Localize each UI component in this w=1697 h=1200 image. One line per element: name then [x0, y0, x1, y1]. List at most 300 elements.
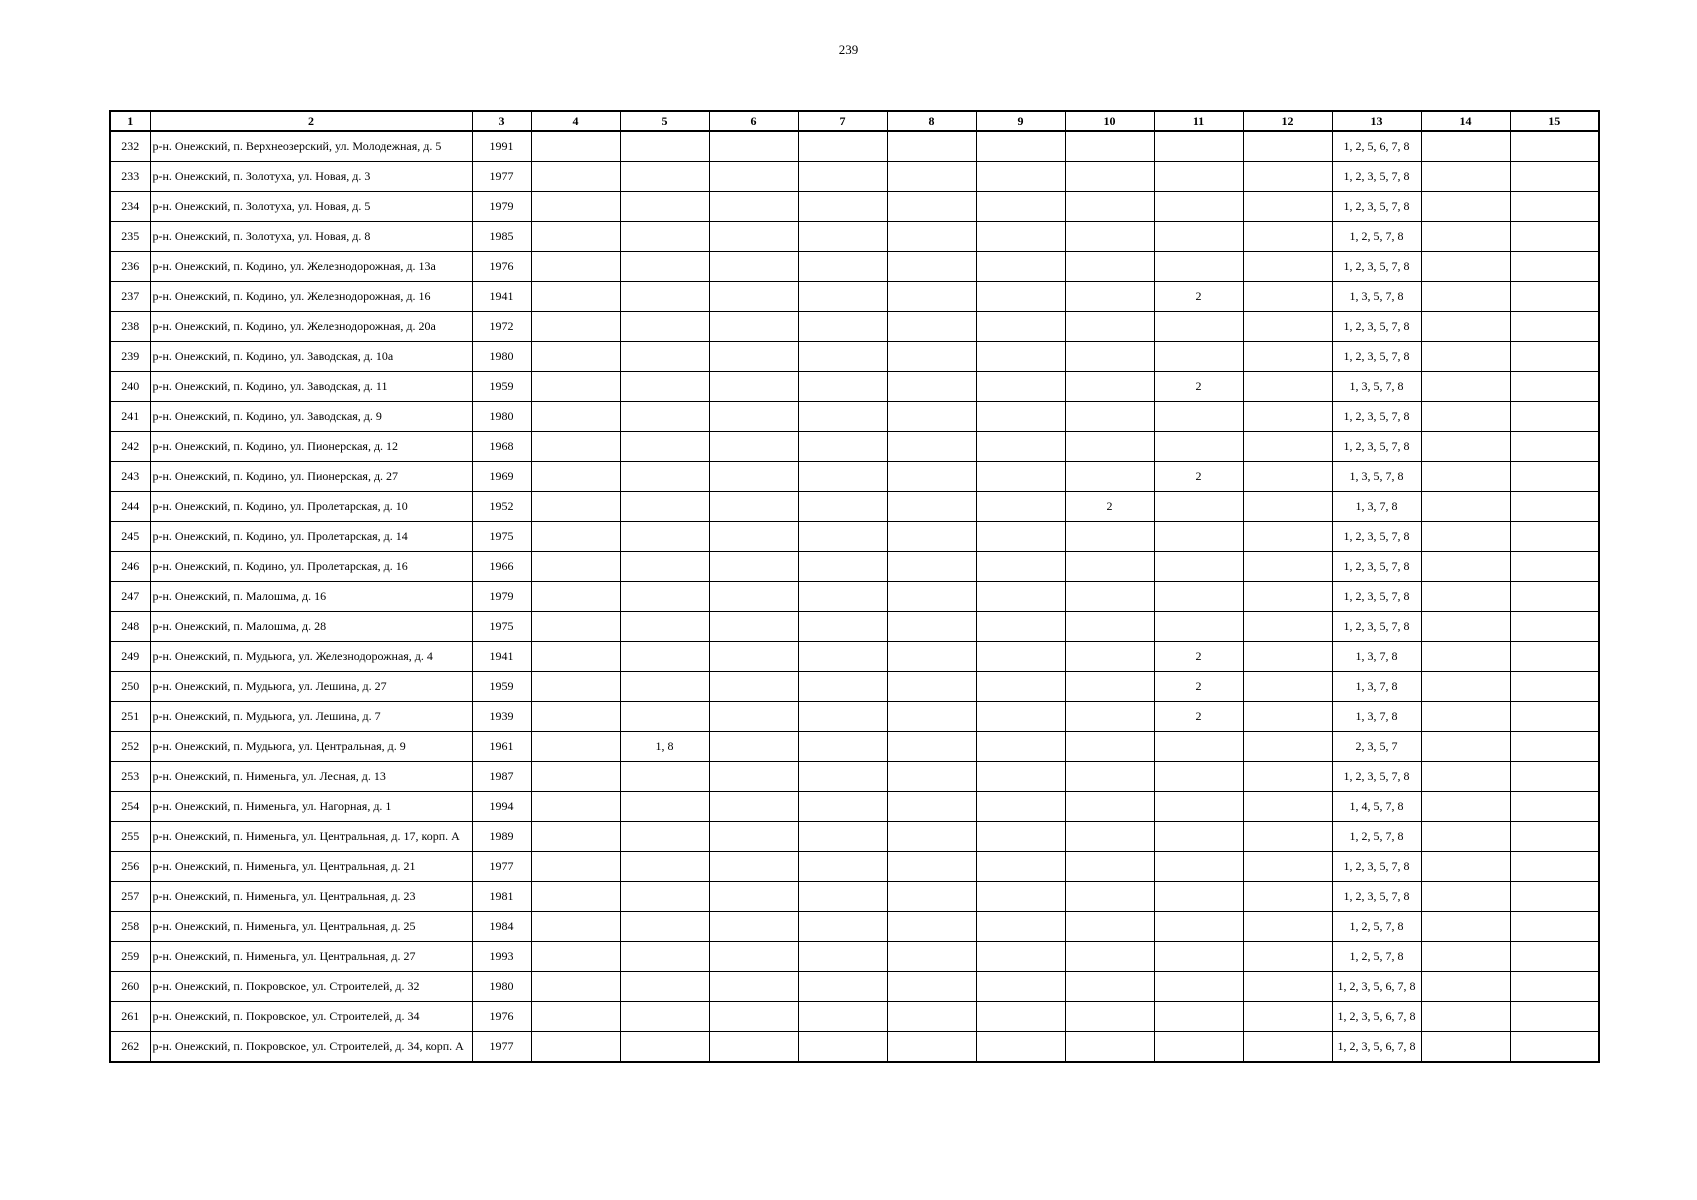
table-cell [887, 462, 976, 492]
table-cell [887, 342, 976, 372]
table-cell [1243, 402, 1332, 432]
table-cell [798, 372, 887, 402]
table-cell [531, 822, 620, 852]
table-cell [620, 432, 709, 462]
table-cell [1243, 522, 1332, 552]
address-cell: р-н. Онежский, п. Золотуха, ул. Новая, д. 8 [150, 222, 472, 252]
table-cell [887, 912, 976, 942]
table-cell [1421, 312, 1510, 342]
table-cell [798, 642, 887, 672]
table-cell [887, 732, 976, 762]
table-cell [709, 432, 798, 462]
table-cell [1243, 1002, 1332, 1032]
table-cell [1421, 282, 1510, 312]
table-cell: 1, 3, 5, 7, 8 [1332, 372, 1421, 402]
row-number-cell: 241 [110, 402, 150, 432]
table-cell [531, 612, 620, 642]
table-cell [798, 312, 887, 342]
address-cell: р-н. Онежский, п. Покровское, ул. Строителей, д. 34, корп. А [150, 1032, 472, 1063]
table-cell [1510, 312, 1599, 342]
table-cell [1154, 912, 1243, 942]
table-cell [1065, 912, 1154, 942]
table-cell [1243, 732, 1332, 762]
table-cell [887, 1032, 976, 1063]
table-body [110, 131, 1599, 1062]
table-cell [976, 162, 1065, 192]
table-cell [620, 372, 709, 402]
row-number-cell: 251 [110, 702, 150, 732]
table-cell [531, 252, 620, 282]
table-row [110, 342, 1599, 372]
table-cell [709, 522, 798, 552]
table-cell [1065, 702, 1154, 732]
table-cell [620, 672, 709, 702]
row-number-cell: 248 [110, 612, 150, 642]
table-cell [1421, 492, 1510, 522]
row-number-cell: 261 [110, 1002, 150, 1032]
table-cell [709, 402, 798, 432]
table-cell [531, 912, 620, 942]
table-row [110, 1032, 1599, 1063]
table-cell [1510, 762, 1599, 792]
table-cell [1065, 1002, 1154, 1032]
table-cell [1510, 552, 1599, 582]
address-cell: р-н. Онежский, п. Кодино, ул. Пролетарская, д. 14 [150, 522, 472, 552]
table-cell [620, 852, 709, 882]
table-cell [1065, 432, 1154, 462]
table-cell [1421, 822, 1510, 852]
address-cell: р-н. Онежский, п. Нименьга, ул. Центральная, д. 17, корп. А [150, 822, 472, 852]
table-cell [798, 972, 887, 1002]
table-cell [1065, 942, 1154, 972]
table-row [110, 432, 1599, 462]
table-cell [531, 492, 620, 522]
table-cell [1421, 642, 1510, 672]
table-cell: 2 [1154, 282, 1243, 312]
table-cell [531, 432, 620, 462]
table-cell [798, 792, 887, 822]
table-cell [1421, 762, 1510, 792]
table-cell [976, 912, 1065, 942]
table-cell [1243, 222, 1332, 252]
table-cell [1421, 222, 1510, 252]
address-cell: р-н. Онежский, п. Нименьга, ул. Центральная, д. 23 [150, 882, 472, 912]
table-cell [976, 342, 1065, 372]
table-cell: 1, 2, 3, 5, 7, 8 [1332, 192, 1421, 222]
table-cell [709, 732, 798, 762]
row-number-cell: 245 [110, 522, 150, 552]
table-cell [709, 702, 798, 732]
year-cell: 1941 [472, 282, 531, 312]
table-cell [1421, 162, 1510, 192]
table-cell [798, 672, 887, 702]
year-cell: 1994 [472, 792, 531, 822]
table-cell [887, 131, 976, 162]
table-cell [887, 942, 976, 972]
column-header-15: 15 [1510, 111, 1599, 131]
table-row [110, 942, 1599, 972]
table-cell [976, 192, 1065, 222]
table-cell [1510, 912, 1599, 942]
address-cell: р-н. Онежский, п. Кодино, ул. Пролетарская, д. 16 [150, 552, 472, 582]
table-cell: 1, 3, 5, 7, 8 [1332, 282, 1421, 312]
table-cell [887, 372, 976, 402]
table-cell [1243, 882, 1332, 912]
table-cell [1421, 192, 1510, 222]
table-cell [976, 642, 1065, 672]
address-cell: р-н. Онежский, п. Мудьюга, ул. Железнодорожная, д. 4 [150, 642, 472, 672]
table-cell [798, 882, 887, 912]
table-cell [1421, 462, 1510, 492]
table-cell [531, 732, 620, 762]
table-cell [531, 852, 620, 882]
table-cell [798, 942, 887, 972]
table-cell [1510, 792, 1599, 822]
table-cell [887, 252, 976, 282]
table-cell [1065, 282, 1154, 312]
table-cell [531, 942, 620, 972]
table-cell [976, 582, 1065, 612]
address-cell: р-н. Онежский, п. Кодино, ул. Заводская, д. 11 [150, 372, 472, 402]
table-cell [709, 372, 798, 402]
table-cell [1510, 1002, 1599, 1032]
table-cell [709, 192, 798, 222]
table-cell: 1, 2, 3, 5, 7, 8 [1332, 432, 1421, 462]
table-cell [976, 312, 1065, 342]
table-cell [798, 252, 887, 282]
table-row [110, 492, 1599, 522]
column-header-7: 7 [798, 111, 887, 131]
table-cell: 1, 2, 3, 5, 6, 7, 8 [1332, 972, 1421, 1002]
table-cell [1243, 131, 1332, 162]
table-cell [1065, 642, 1154, 672]
table-cell [709, 852, 798, 882]
table-cell [1510, 462, 1599, 492]
table-cell [1421, 342, 1510, 372]
table-cell [531, 131, 620, 162]
table-cell [1421, 372, 1510, 402]
table-cell [976, 462, 1065, 492]
table-cell [1065, 131, 1154, 162]
row-number-cell: 236 [110, 252, 150, 282]
table-cell [887, 762, 976, 792]
table-cell: 1, 2, 3, 5, 7, 8 [1332, 882, 1421, 912]
table-cell: 2 [1154, 372, 1243, 402]
table-cell [1065, 312, 1154, 342]
table-cell [620, 222, 709, 252]
table-row [110, 282, 1599, 312]
table-cell: 1, 2, 3, 5, 7, 8 [1332, 402, 1421, 432]
table-cell [887, 312, 976, 342]
table-cell [1154, 131, 1243, 162]
table-cell [798, 552, 887, 582]
table-cell [1065, 822, 1154, 852]
table-cell [620, 582, 709, 612]
table-row [110, 972, 1599, 1002]
table-cell [1510, 732, 1599, 762]
row-number-cell: 253 [110, 762, 150, 792]
table-cell: 2 [1154, 672, 1243, 702]
table-cell [1065, 852, 1154, 882]
table-cell [887, 702, 976, 732]
header-row [110, 111, 1599, 131]
table-cell [1421, 1032, 1510, 1063]
table-cell [1154, 222, 1243, 252]
year-cell: 1989 [472, 822, 531, 852]
table-cell [1510, 342, 1599, 372]
address-cell: р-н. Онежский, п. Покровское, ул. Строителей, д. 32 [150, 972, 472, 1002]
page-number: 239 [838, 42, 859, 57]
table-cell [1421, 672, 1510, 702]
address-cell: р-н. Онежский, п. Кодино, ул. Железнодорожная, д. 16 [150, 282, 472, 312]
row-number-cell: 243 [110, 462, 150, 492]
table-cell [976, 1032, 1065, 1063]
table-cell [887, 852, 976, 882]
address-cell: р-н. Онежский, п. Нименьга, ул. Центральная, д. 21 [150, 852, 472, 882]
year-cell: 1959 [472, 672, 531, 702]
table-cell [976, 372, 1065, 402]
table-cell [1243, 342, 1332, 372]
row-number-cell: 256 [110, 852, 150, 882]
table-cell [887, 642, 976, 672]
table-cell [976, 252, 1065, 282]
table-cell: 2 [1154, 462, 1243, 492]
table-cell [1154, 942, 1243, 972]
address-cell: р-н. Онежский, п. Золотуха, ул. Новая, д. 3 [150, 162, 472, 192]
table-cell [1421, 432, 1510, 462]
table-cell [1154, 342, 1243, 372]
table-cell [1065, 192, 1154, 222]
table-cell [620, 252, 709, 282]
row-number-cell: 240 [110, 372, 150, 402]
year-cell: 1984 [472, 912, 531, 942]
table-cell [1243, 432, 1332, 462]
table-cell [1510, 492, 1599, 522]
table-cell [887, 612, 976, 642]
table-cell [976, 792, 1065, 822]
table-cell [709, 552, 798, 582]
table-cell [887, 222, 976, 252]
table-cell: 1, 2, 5, 7, 8 [1332, 222, 1421, 252]
table-cell: 1, 3, 5, 7, 8 [1332, 462, 1421, 492]
table-cell: 1, 2, 3, 5, 6, 7, 8 [1332, 1032, 1421, 1063]
table-row [110, 312, 1599, 342]
table-cell [1243, 192, 1332, 222]
table-cell [887, 792, 976, 822]
table-cell [531, 162, 620, 192]
row-number-cell: 237 [110, 282, 150, 312]
row-number-cell: 257 [110, 882, 150, 912]
table-cell [709, 792, 798, 822]
table-cell [709, 462, 798, 492]
year-cell: 1977 [472, 162, 531, 192]
table-cell: 1, 2, 3, 5, 7, 8 [1332, 552, 1421, 582]
table-cell [1243, 492, 1332, 522]
table-row [110, 252, 1599, 282]
table-cell [1065, 672, 1154, 702]
table-cell [976, 942, 1065, 972]
table-cell [976, 702, 1065, 732]
table-row [110, 582, 1599, 612]
table-cell [887, 282, 976, 312]
table-cell [798, 852, 887, 882]
row-number-cell: 233 [110, 162, 150, 192]
table-cell [531, 372, 620, 402]
table-cell [1243, 312, 1332, 342]
table-cell [1154, 522, 1243, 552]
row-number-cell: 259 [110, 942, 150, 972]
year-cell: 1979 [472, 582, 531, 612]
table-cell [1510, 131, 1599, 162]
year-cell: 1968 [472, 432, 531, 462]
table-cell [1154, 492, 1243, 522]
address-cell: р-н. Онежский, п. Кодино, ул. Пионерская, д. 12 [150, 432, 472, 462]
row-number-cell: 254 [110, 792, 150, 822]
table-cell [976, 131, 1065, 162]
table-cell [531, 882, 620, 912]
table-cell [620, 342, 709, 372]
table-cell [1154, 1032, 1243, 1063]
table-cell [1243, 252, 1332, 282]
year-cell: 1975 [472, 612, 531, 642]
table-cell [1421, 912, 1510, 942]
table-cell [709, 762, 798, 792]
table-cell [798, 522, 887, 552]
table-cell [1154, 192, 1243, 222]
table-row [110, 522, 1599, 552]
table-cell [798, 492, 887, 522]
table-cell [1421, 582, 1510, 612]
table-cell: 1, 2, 3, 5, 7, 8 [1332, 342, 1421, 372]
table-cell [620, 762, 709, 792]
column-header-3: 3 [472, 111, 531, 131]
table-cell [709, 342, 798, 372]
year-cell: 1980 [472, 972, 531, 1002]
table-cell [976, 1002, 1065, 1032]
table-cell [1243, 552, 1332, 582]
table-cell [887, 882, 976, 912]
table-cell [1421, 612, 1510, 642]
address-cell: р-н. Онежский, п. Верхнеозерский, ул. Молодежная, д. 5 [150, 131, 472, 162]
table-cell [798, 732, 887, 762]
table-cell [1510, 702, 1599, 732]
year-cell: 1961 [472, 732, 531, 762]
table-cell: 1, 2, 3, 5, 7, 8 [1332, 582, 1421, 612]
table-cell [1065, 522, 1154, 552]
table-row [110, 822, 1599, 852]
table-cell [531, 312, 620, 342]
table-cell [798, 282, 887, 312]
table-cell [620, 1002, 709, 1032]
table-cell [1421, 252, 1510, 282]
table-cell [798, 582, 887, 612]
table-cell [976, 762, 1065, 792]
address-cell: р-н. Онежский, п. Малошма, д. 16 [150, 582, 472, 612]
table-cell [798, 402, 887, 432]
row-number-cell: 250 [110, 672, 150, 702]
table-cell [1065, 762, 1154, 792]
table-cell [1510, 882, 1599, 912]
table-cell [709, 972, 798, 1002]
table-row [110, 462, 1599, 492]
table-cell [1065, 732, 1154, 762]
table-cell [1065, 162, 1154, 192]
table-cell [1243, 162, 1332, 192]
table-cell [709, 642, 798, 672]
table-cell [1243, 912, 1332, 942]
row-number-cell: 235 [110, 222, 150, 252]
table-cell [1510, 432, 1599, 462]
year-cell: 1980 [472, 342, 531, 372]
table-cell [709, 162, 798, 192]
row-number-cell: 242 [110, 432, 150, 462]
table-cell: 1, 8 [620, 732, 709, 762]
table-cell [798, 702, 887, 732]
table-cell [887, 582, 976, 612]
column-header-2: 2 [150, 111, 472, 131]
table-cell [1065, 582, 1154, 612]
table-row [110, 612, 1599, 642]
table-cell [620, 282, 709, 312]
year-cell: 1991 [472, 131, 531, 162]
row-number-cell: 232 [110, 131, 150, 162]
table-cell [976, 492, 1065, 522]
column-header-12: 12 [1243, 111, 1332, 131]
table-cell [1510, 252, 1599, 282]
table-cell [976, 882, 1065, 912]
table-cell [620, 942, 709, 972]
table-cell: 1, 4, 5, 7, 8 [1332, 792, 1421, 822]
table-cell [620, 642, 709, 672]
table-cell: 1, 3, 7, 8 [1332, 642, 1421, 672]
table-cell [531, 762, 620, 792]
row-number-cell: 260 [110, 972, 150, 1002]
table-cell [1243, 1032, 1332, 1063]
table-cell [887, 402, 976, 432]
row-number-cell: 247 [110, 582, 150, 612]
address-cell: р-н. Онежский, п. Кодино, ул. Железнодорожная, д. 13а [150, 252, 472, 282]
table-cell [887, 492, 976, 522]
table-cell [1421, 402, 1510, 432]
year-cell: 1977 [472, 1032, 531, 1063]
table-cell [1065, 552, 1154, 582]
row-number-cell: 238 [110, 312, 150, 342]
address-cell: р-н. Онежский, п. Кодино, ул. Железнодорожная, д. 20а [150, 312, 472, 342]
table-cell: 2 [1154, 702, 1243, 732]
column-header-4: 4 [531, 111, 620, 131]
year-cell: 1979 [472, 192, 531, 222]
table-cell [1065, 402, 1154, 432]
table-cell [1243, 462, 1332, 492]
year-cell: 1941 [472, 642, 531, 672]
table-cell [709, 582, 798, 612]
table-cell [1421, 852, 1510, 882]
table-cell [976, 282, 1065, 312]
table-cell [1510, 672, 1599, 702]
table-cell [1243, 852, 1332, 882]
table-cell [976, 432, 1065, 462]
table-cell [1065, 1032, 1154, 1063]
address-cell: р-н. Онежский, п. Кодино, ул. Пролетарская, д. 10 [150, 492, 472, 522]
table-cell [1243, 942, 1332, 972]
table-cell [620, 492, 709, 522]
table-cell: 1, 2, 3, 5, 7, 8 [1332, 162, 1421, 192]
table-cell [709, 492, 798, 522]
table-cell [887, 672, 976, 702]
table-cell [1421, 702, 1510, 732]
table-cell [531, 582, 620, 612]
table-cell [1154, 402, 1243, 432]
